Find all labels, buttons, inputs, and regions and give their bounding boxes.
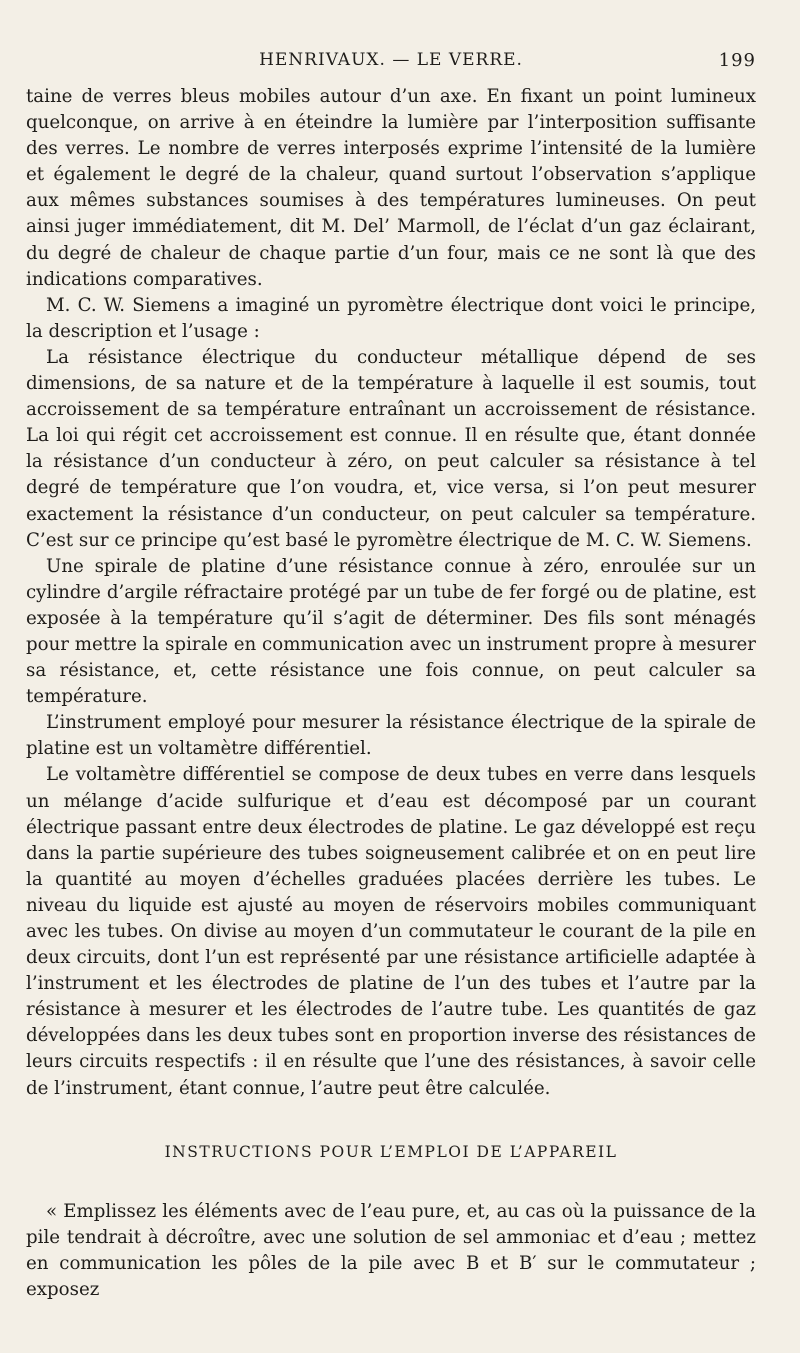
- paragraph: taine de verres bleus mobiles autour d’un axe. En fixant un point lumineux quelconque, on arrive à en éteindre la lumière par l’interposition suffisante des verres. Le nombre de verres interposés exprime l’intensité de la lumière et également le degré de la chaleur, quand surtout l’observation s’applique aux mêmes substances soumises à des températures lumineuses. On peut ainsi juger immédiatement, dit M. Del’ Marmoll, de l’éclat d’un gaz éclairant, du degré de chaleur de chaque partie d’un four, mais ce ne sont là que des indications comparatives.: [26, 86, 756, 290]
- paragraph: L’instrument employé pour mesurer la résistance électrique de la spirale de platine est un voltamètre différentiel.: [26, 712, 756, 760]
- paragraph: « Emplissez les éléments avec de l’eau pure, et, au cas où la puissance de la pile tendrait à décroître, avec une solution de sel ammoniac et d’eau ; mettez en communication les pôles de la pile avec B et B′ sur le commutateur ; exposez: [26, 1200, 756, 1301]
- page-number: 199: [718, 50, 756, 71]
- running-title: HENRIVAUX. — LE VERRE.: [259, 50, 523, 70]
- paragraph: Une spirale de platine d’une résistance connue à zéro, enroulée sur un cylindre d’argile réfractaire protégé par un tube de fer forgé ou de platine, est exposée à la température qu’il s’agit de déterminer. Des fils sont ménagés pour mettre la spirale en communication avec un instrument propre à mesurer sa résistance, et, cette résistance une fois connue, on peut calculer sa température.: [26, 555, 756, 708]
- section-heading: INSTRUCTIONS POUR L’EMPLOI DE L’APPAREIL: [164, 1142, 618, 1161]
- running-head: [26, 44, 756, 84]
- body-text: [26, 84, 756, 1303]
- paragraph: Le voltamètre différentiel se compose de deux tubes en verre dans lesquels un mélange d’acide sulfurique et d’eau est décomposé par un courant électrique passant entre deux électrodes de platine. Le gaz développé est reçu dans la partie supérieure des tubes soigneusement calibrée et on en peut lire la quantité au moyen d’échelles graduées placées derrière les tubes. Le niveau du liquide est ajusté au moyen de réservoirs mobiles communiquant avec les tubes. On divise au moyen d’un commutateur le courant de la pile en deux circuits, dont l’un est représenté par une résistance artificielle adaptée à l’instrument et les électrodes de platine de l’un des tubes et l’autre par la résistance à mesurer et les électrodes de l’autre tube. Les quantités de gaz développées dans les deux tubes sont en proportion inverse des résistances de leurs circuits respectifs : il en résulte que l’une des résistances, à savoir celle de l’instrument, étant connue, l’autre peut être calculée.: [26, 764, 756, 1099]
- paragraph: La résistance électrique du conducteur métallique dépend de ses dimensions, de sa nature et de la température à laquelle il est soumis, tout accroissement de sa température entraînant un accroissement de résistance. La loi qui régit cet accroissement est connue. Il en résulte que, étant donnée la résistance d’un conducteur à zéro, on peut calculer sa résistance à tel degré de température que l’on voudra, et, vice versa, si l’on peut mesurer exactement la résistance d’un conducteur, on peut calculer sa température. C’est sur ce principe qu’est basé le pyromètre électrique de M. C. W. Siemens.: [26, 346, 756, 551]
- paragraph: M. C. W. Siemens a imaginé un pyromètre électrique dont voici le principe, la description et l’usage :: [26, 294, 756, 342]
